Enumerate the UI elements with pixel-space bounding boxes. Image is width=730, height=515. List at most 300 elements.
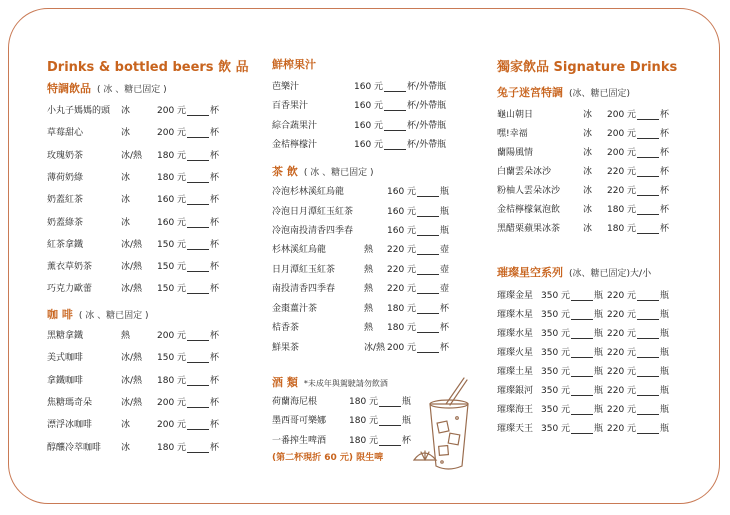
price	[387, 184, 449, 197]
unit: 瓶	[660, 329, 670, 339]
unit: 瓶	[660, 310, 670, 320]
blank-line	[571, 292, 593, 301]
menu-item	[497, 183, 717, 195]
unit: 瓶	[440, 206, 450, 217]
juice-title: 鮮榨果汁	[272, 58, 316, 71]
blank-line	[417, 208, 439, 217]
item-temp: 冰	[583, 205, 593, 215]
price	[541, 402, 603, 415]
blank-line	[637, 387, 659, 396]
price	[607, 164, 669, 177]
unit: 壺	[440, 245, 450, 255]
item-name: 小丸子媽媽的頭	[47, 106, 111, 116]
price-value: 220 元	[607, 386, 637, 396]
item-name: 薰衣草奶茶	[47, 262, 93, 273]
price	[157, 281, 219, 294]
unit: 瓶	[594, 367, 604, 377]
price	[607, 221, 669, 234]
blank-line	[637, 225, 659, 234]
price-value: 350 元	[541, 424, 571, 434]
price	[387, 262, 449, 275]
price-value: 350 元	[541, 405, 571, 415]
price	[387, 242, 449, 255]
alcohol-heading	[272, 374, 388, 390]
item-temp: 冰	[121, 420, 131, 431]
price-value: 220 元	[387, 284, 417, 294]
unit: 杯	[210, 239, 220, 250]
item-name: 冷泡日月潭紅玉紅茶	[272, 206, 354, 217]
price	[157, 373, 219, 386]
item-name: 璀璨海王	[497, 405, 534, 415]
menu-item	[47, 440, 267, 452]
item-name: 冷泡南投清香四季春	[272, 226, 354, 236]
price-value: 200 元	[157, 331, 187, 341]
price	[354, 137, 446, 150]
price-value: 150 元	[157, 239, 187, 250]
price	[607, 345, 669, 358]
item-name: 綜合蔬果汁	[272, 120, 318, 131]
price-value: 180 元	[157, 150, 187, 161]
blank-line	[187, 174, 209, 183]
item-temp: 冰	[583, 129, 593, 139]
menu-item	[272, 281, 492, 293]
unit: 杯/外帶瓶	[407, 101, 447, 112]
menu-item	[497, 402, 717, 414]
menu-item	[272, 204, 492, 216]
unit: 瓶	[440, 226, 450, 236]
item-temp: 熱	[364, 303, 374, 314]
blank-line	[187, 444, 209, 453]
blank-line	[637, 368, 659, 377]
unit: 瓶	[440, 187, 450, 197]
blank-line	[384, 102, 406, 111]
price-value: 200 元	[387, 342, 417, 353]
price	[349, 413, 411, 426]
unit: 杯	[660, 148, 670, 158]
price-value: 160 元	[387, 187, 417, 197]
alcohol-title: 酒 類	[272, 376, 298, 389]
item-name: 璀璨土星	[497, 367, 534, 377]
blank-line	[187, 129, 209, 138]
unit: 瓶	[594, 405, 604, 415]
item-temp: 熱	[364, 284, 374, 294]
unit: 瓶	[660, 405, 670, 415]
menu-item	[47, 373, 267, 385]
rabbit-heading	[497, 84, 630, 100]
price	[349, 394, 411, 407]
price	[387, 340, 449, 353]
blank-line	[384, 83, 406, 92]
item-temp: 冰/熱	[121, 239, 143, 250]
alcohol-note: *未成年與駕駛請勿飲酒	[303, 379, 388, 388]
blank-line	[637, 130, 659, 139]
unit: 瓶	[660, 348, 670, 358]
special-drinks-title: 特調飲品	[47, 82, 91, 95]
price-value: 180 元	[607, 205, 637, 215]
menu-item	[497, 202, 717, 214]
item-name: 白蘭雲朵冰沙	[497, 167, 552, 177]
item-name: 醇釀冷萃咖啡	[47, 442, 102, 453]
price-value: 150 元	[157, 353, 187, 364]
item-name: 璀璨水星	[497, 329, 534, 339]
price-value: 220 元	[607, 367, 637, 377]
blank-line	[379, 417, 401, 426]
blank-line	[417, 266, 439, 275]
item-name: 黑醋栗蘋果冰茶	[497, 224, 561, 234]
blank-line	[417, 246, 439, 255]
item-name: 巧克力歐蕾	[47, 284, 93, 295]
juice-heading	[272, 56, 316, 72]
price	[607, 183, 669, 196]
tea-note: ( 冰 、糖已固定 )	[303, 168, 374, 178]
menu-item	[47, 395, 267, 407]
menu-item	[47, 125, 267, 137]
item-temp: 熱	[364, 264, 374, 275]
item-name: 奶蓋綠茶	[47, 217, 84, 228]
menu-item	[47, 192, 267, 204]
price-value: 350 元	[541, 310, 571, 320]
unit: 杯	[440, 342, 450, 353]
menu-item	[272, 79, 492, 91]
price-value: 150 元	[157, 262, 187, 273]
blank-line	[187, 332, 209, 341]
item-temp: 冰	[121, 172, 131, 183]
price-value: 200 元	[157, 420, 187, 431]
blank-line	[187, 399, 209, 408]
unit: 杯	[660, 205, 670, 215]
unit: 瓶	[594, 310, 604, 320]
menu-item	[272, 242, 492, 254]
price	[541, 383, 603, 396]
price	[157, 237, 219, 250]
item-name: 嘿!幸福	[497, 129, 528, 139]
unit: 杯	[660, 186, 670, 196]
price	[607, 145, 669, 158]
unit: 杯	[210, 442, 220, 453]
unit: 瓶	[660, 424, 670, 434]
planet-size: 大/小	[630, 269, 652, 279]
menu-item	[47, 259, 267, 271]
menu-item	[272, 340, 492, 352]
unit: 杯	[210, 150, 220, 161]
price	[157, 440, 219, 453]
price	[157, 417, 219, 430]
price-value: 350 元	[541, 367, 571, 377]
item-name: 南投清香四季春	[272, 284, 336, 294]
menu-item	[47, 350, 267, 362]
blank-line	[571, 330, 593, 339]
unit: 杯	[210, 217, 220, 228]
blank-line	[417, 324, 439, 333]
price-value: 220 元	[607, 405, 637, 415]
price-value: 200 元	[157, 397, 187, 408]
blank-line	[379, 437, 401, 446]
price	[157, 259, 219, 272]
item-temp: 冰	[583, 186, 593, 196]
unit: 杯	[660, 167, 670, 177]
unit: 杯	[210, 420, 220, 431]
drinks-title: Drinks & bottled beers 飲 品	[47, 60, 249, 75]
price	[607, 383, 669, 396]
price-value: 160 元	[354, 139, 384, 150]
blank-line	[637, 425, 659, 434]
item-name: 美式咖啡	[47, 353, 84, 364]
blank-line	[384, 122, 406, 131]
price-value: 350 元	[541, 329, 571, 339]
item-name: 薄荷奶綠	[47, 172, 84, 183]
price-value: 180 元	[607, 224, 637, 234]
item-name: 芭樂汁	[272, 82, 300, 92]
item-name: 草莓甜心	[47, 128, 84, 139]
blank-line	[187, 421, 209, 430]
unit: 杯	[210, 331, 220, 341]
menu-item	[497, 288, 717, 300]
menu-item	[272, 98, 492, 110]
item-name: 璀璨天王	[497, 424, 534, 434]
price-value: 200 元	[157, 106, 187, 116]
price	[354, 118, 446, 131]
price	[387, 320, 449, 333]
price	[387, 301, 449, 314]
blank-line	[637, 149, 659, 158]
menu-item	[272, 262, 492, 274]
blank-line	[187, 285, 209, 294]
price	[607, 307, 669, 320]
price	[157, 170, 219, 183]
item-temp: 冰/熱	[121, 284, 143, 295]
price	[607, 126, 669, 139]
item-name: 玫瑰奶茶	[47, 150, 84, 161]
special-drinks-heading	[47, 80, 167, 96]
unit: 杯	[210, 262, 220, 273]
price-value: 180 元	[349, 416, 379, 427]
price	[607, 202, 669, 215]
price	[157, 148, 219, 161]
blank-line	[637, 111, 659, 120]
unit: 杯/外帶瓶	[407, 82, 447, 92]
item-name: 璀璨銀河	[497, 386, 534, 396]
item-name: 日月潭紅玉紅茶	[272, 264, 336, 275]
unit: 杯	[210, 284, 220, 295]
price-value: 350 元	[541, 348, 571, 358]
price	[541, 307, 603, 320]
unit: 杯	[660, 129, 670, 139]
item-temp: 冰	[121, 195, 131, 206]
tea-heading	[272, 163, 373, 179]
price-value: 220 元	[607, 186, 637, 196]
unit: 杯/外帶瓶	[407, 139, 447, 150]
menu-item	[47, 148, 267, 160]
unit: 杯	[440, 323, 450, 333]
menu-item	[272, 223, 492, 235]
unit: 壺	[440, 264, 450, 275]
unit: 瓶	[594, 386, 604, 396]
blank-line	[187, 107, 209, 116]
price	[157, 395, 219, 408]
menu-item	[47, 103, 267, 115]
price-value: 160 元	[354, 82, 384, 92]
price-value: 200 元	[607, 110, 637, 120]
item-name: 桔香茶	[272, 323, 300, 333]
price-value: 220 元	[607, 310, 637, 320]
price	[541, 326, 603, 339]
price-value: 180 元	[157, 442, 187, 453]
price-value: 160 元	[387, 206, 417, 217]
price-value: 160 元	[157, 195, 187, 206]
blank-line	[637, 406, 659, 415]
price	[541, 364, 603, 377]
blank-line	[637, 349, 659, 358]
unit: 杯	[402, 435, 412, 446]
price	[541, 421, 603, 434]
price	[354, 98, 446, 111]
unit: 杯	[660, 224, 670, 234]
special-drinks-note: ( 冰 、糖已固定 )	[97, 85, 167, 95]
price-value: 180 元	[157, 375, 187, 386]
unit: 杯	[210, 375, 220, 386]
item-name: 黑糖拿鐵	[47, 331, 84, 341]
item-name: 百香果汁	[272, 101, 309, 112]
coffee-title: 咖 啡	[47, 308, 73, 321]
menu-item	[497, 421, 717, 433]
blank-line	[571, 311, 593, 320]
item-temp: 冰/熱	[364, 342, 386, 353]
unit: 瓶	[402, 397, 412, 407]
blank-line	[571, 406, 593, 415]
item-temp: 冰/熱	[121, 262, 143, 273]
price-value: 180 元	[349, 435, 379, 446]
price	[607, 326, 669, 339]
item-temp: 冰	[121, 106, 131, 116]
price-value: 160 元	[354, 120, 384, 131]
price	[157, 125, 219, 138]
menu-item	[272, 184, 492, 196]
rabbit-title: 兔子迷宮特調	[497, 86, 563, 99]
item-name: 紅茶拿鐵	[47, 239, 84, 250]
unit: 杯	[210, 195, 220, 206]
menu-item	[497, 383, 717, 395]
menu-item	[47, 237, 267, 249]
item-name: 璀璨火星	[497, 348, 534, 358]
item-name: 杉林溪紅烏龍	[272, 245, 327, 255]
unit: 瓶	[594, 348, 604, 358]
item-name: 璀璨木星	[497, 310, 534, 320]
price	[607, 421, 669, 434]
menu-item	[497, 326, 717, 338]
price	[354, 79, 446, 92]
item-name: 荷蘭海尼根	[272, 397, 318, 407]
price-value: 350 元	[541, 291, 571, 301]
blank-line	[571, 349, 593, 358]
blank-line	[637, 206, 659, 215]
coffee-note: ( 冰 、糖已固定 )	[78, 311, 149, 321]
menu-item	[47, 281, 267, 293]
price-value: 200 元	[607, 129, 637, 139]
menu-item	[497, 221, 717, 233]
unit: 壺	[440, 284, 450, 294]
item-temp: 冰	[583, 148, 593, 158]
blank-line	[417, 285, 439, 294]
price	[607, 288, 669, 301]
blank-line	[637, 168, 659, 177]
price	[157, 103, 219, 116]
item-temp: 熱	[364, 245, 374, 255]
price	[157, 215, 219, 228]
unit: 杯	[210, 353, 220, 364]
iced-drink-illustration	[412, 376, 494, 476]
item-name: 鮮果茶	[272, 342, 300, 353]
blank-line	[384, 141, 406, 150]
item-temp: 冰	[583, 110, 593, 120]
price	[387, 204, 449, 217]
blank-line	[417, 188, 439, 197]
blank-line	[187, 354, 209, 363]
item-name: 漂浮冰咖啡	[47, 420, 93, 431]
blank-line	[571, 368, 593, 377]
blank-line	[187, 241, 209, 250]
item-temp: 冰/熱	[121, 353, 143, 364]
item-name: 粉柚人雲朵冰沙	[497, 186, 561, 196]
menu-item	[497, 145, 717, 157]
item-name: 奶蓋紅茶	[47, 195, 84, 206]
price-value: 220 元	[387, 245, 417, 255]
unit: 瓶	[660, 386, 670, 396]
menu-item	[47, 417, 267, 429]
blank-line	[187, 263, 209, 272]
item-name: 金棗薑汁茶	[272, 303, 318, 314]
unit: 瓶	[660, 291, 670, 301]
item-name: 墨西哥可樂娜	[272, 416, 327, 427]
price-value: 200 元	[157, 128, 187, 139]
blank-line	[187, 196, 209, 205]
menu-item	[272, 118, 492, 130]
price	[157, 350, 219, 363]
item-temp: 冰/熱	[121, 150, 143, 161]
unit: 瓶	[594, 291, 604, 301]
price-value: 220 元	[607, 329, 637, 339]
price-value: 150 元	[157, 284, 187, 295]
item-temp: 冰	[121, 217, 131, 228]
menu-item	[47, 170, 267, 182]
blank-line	[637, 187, 659, 196]
price	[607, 402, 669, 415]
price-value: 180 元	[387, 303, 417, 314]
price	[387, 281, 449, 294]
unit: 杯	[210, 106, 220, 116]
blank-line	[417, 344, 439, 353]
price-value: 180 元	[387, 323, 417, 333]
menu-item	[497, 307, 717, 319]
blank-line	[637, 330, 659, 339]
item-temp: 冰	[583, 224, 593, 234]
menu-item	[47, 215, 267, 227]
blank-line	[417, 227, 439, 236]
menu-item	[497, 126, 717, 138]
menu-item	[47, 328, 267, 340]
rabbit-note: (冰、糖已固定)	[569, 89, 631, 99]
price	[349, 433, 411, 446]
price	[541, 345, 603, 358]
unit: 瓶	[594, 329, 604, 339]
item-name: 金桔檸檬氣泡飲	[497, 205, 561, 215]
blank-line	[187, 377, 209, 386]
item-temp: 冰/熱	[121, 375, 143, 386]
planet-note: (冰、糖已固定)	[569, 269, 631, 279]
price	[157, 328, 219, 341]
menu-item	[497, 107, 717, 119]
unit: 瓶	[594, 424, 604, 434]
item-temp: 冰	[583, 167, 593, 177]
